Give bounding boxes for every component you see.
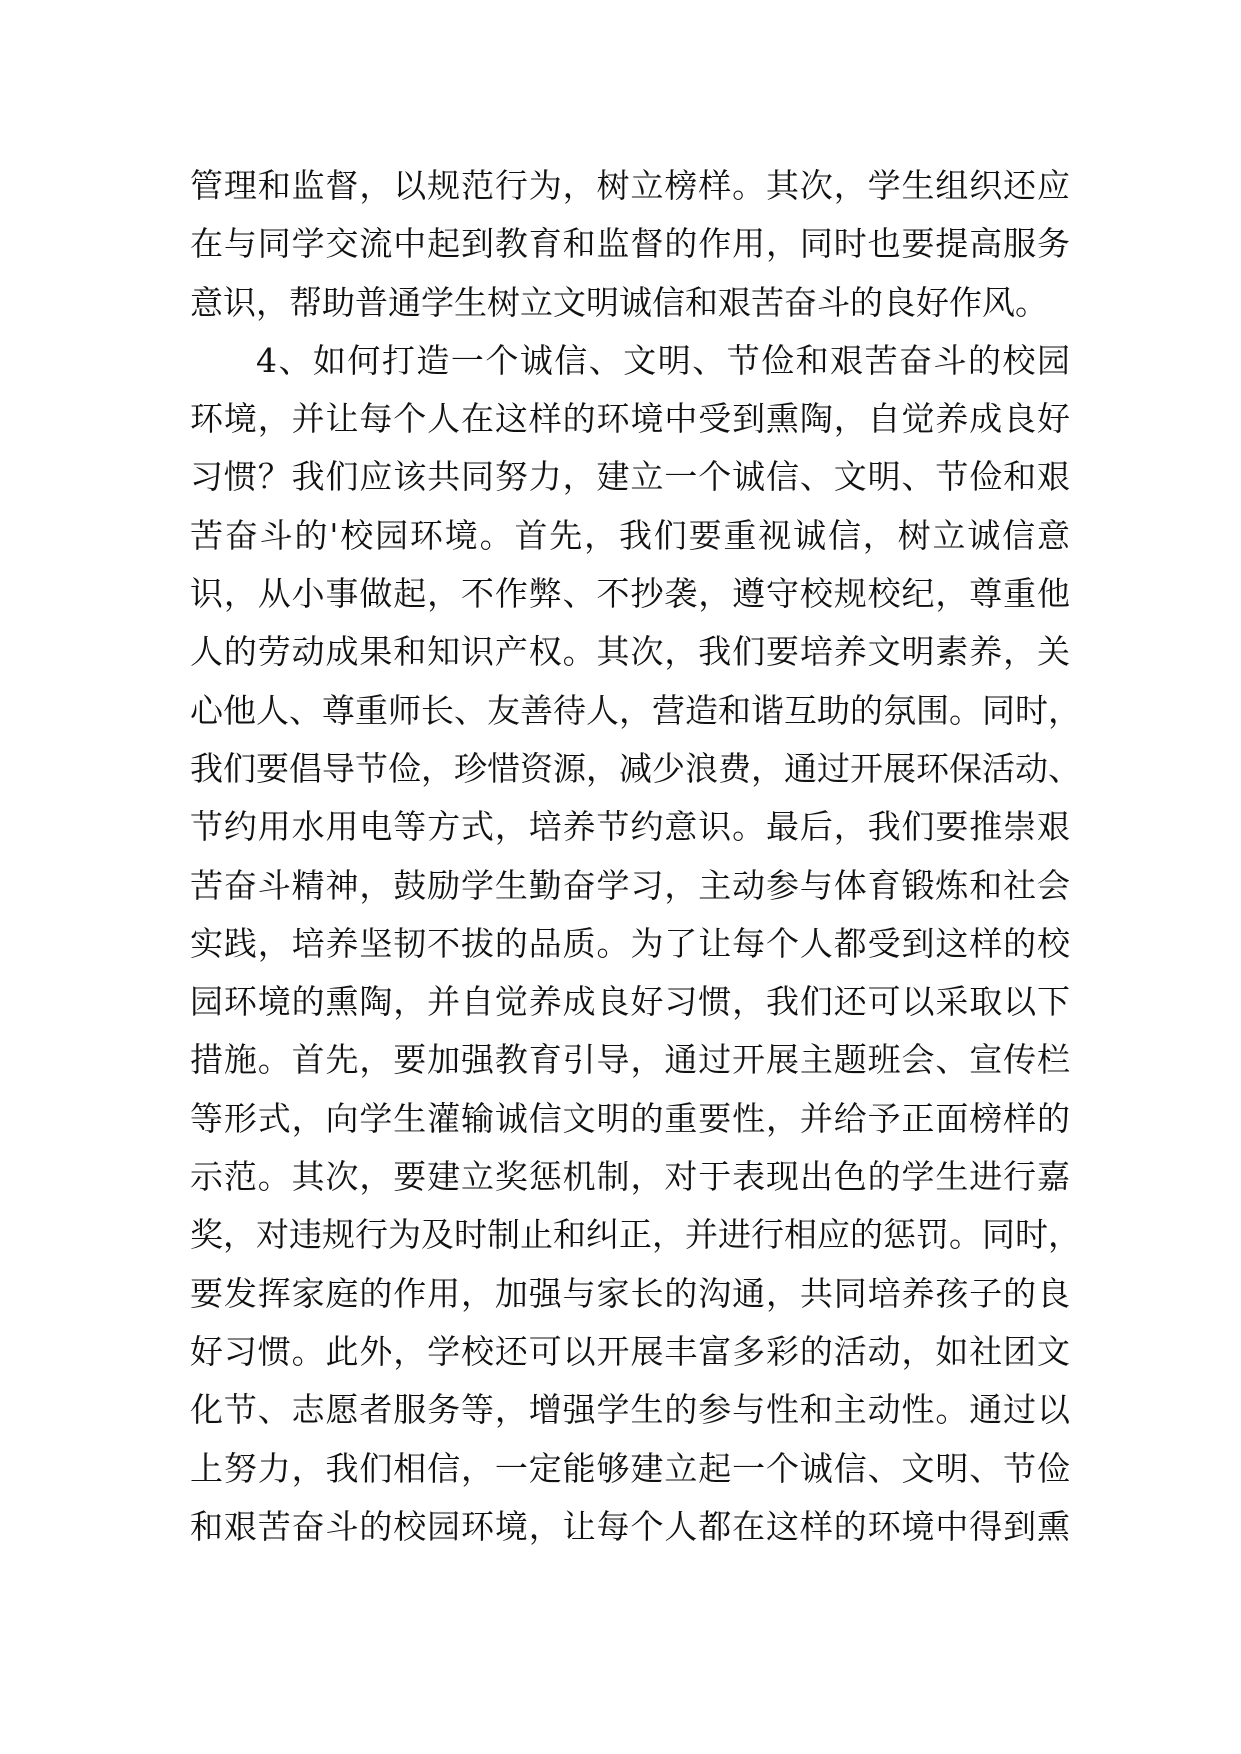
text-line: 管理和监督，以规范行为，树立榜样。其次，学生组织还应 [190, 166, 1070, 205]
text-line: 苦奋斗精神，鼓励学生勤奋学习，主动参与体育锻炼和社会 [190, 865, 1070, 905]
text-line: 上努力，我们相信，一定能够建立起一个诚信、文明、节俭 [190, 1448, 1070, 1488]
text-line: 我们要倡导节俭，珍惜资源，减少浪费，通过开展环保活动、 [190, 748, 1081, 788]
body-text [190, 157, 1081, 1556]
text-line: 和艰苦奋斗的校园环境，让每个人都在这样的环境中得到熏 [190, 1506, 1070, 1546]
text-line: 识，从小事做起，不作弊、不抄袭，遵守校规校纪，尊重他 [190, 574, 1070, 614]
text-line: 人的劳动成果和知识产权。其次，我们要培养文明素养，关 [190, 632, 1070, 672]
text-line: 苦奋斗的'校园环境。首先，我们要重视诚信，树立诚信意 [190, 515, 1070, 555]
text-line: 在与同学交流中起到教育和监督的作用，同时也要提高服务 [190, 224, 1070, 264]
text-line: 化节、志愿者服务等，增强学生的参与性和主动性。通过以 [190, 1390, 1070, 1430]
text-line: 措施。首先，要加强教育引导，通过开展主题班会、宣传栏 [190, 1040, 1070, 1080]
text-line: 示范。其次，要建立奖惩机制，对于表现出色的学生进行嘉 [190, 1157, 1070, 1197]
text-line: 节约用水用电等方式，培养节约意识。最后，我们要推崇艰 [190, 807, 1070, 847]
text-line: 心他人、尊重师长、友善待人，营造和谐互助的氛围。同时， [190, 690, 1081, 730]
text-line: 好习惯。此外，学校还可以开展丰富多彩的活动，如社团文 [190, 1331, 1070, 1371]
text-line: 意识，帮助普通学生树立文明诚信和艰苦奋斗的良好作风。 [190, 282, 1048, 322]
text-line: 园环境的熏陶，并自觉养成良好习惯，我们还可以采取以下 [190, 982, 1070, 1022]
text-line: 等形式，向学生灌输诚信文明的重要性，并给予正面榜样的 [190, 1098, 1070, 1138]
text-line: 实践，培养坚韧不拔的品质。为了让每个人都受到这样的校 [190, 923, 1070, 963]
text-line: 要发挥家庭的作用，加强与家长的沟通，共同培养孩子的良 [190, 1273, 1070, 1313]
text-line: 习惯？我们应该共同努力，建立一个诚信、文明、节俭和艰 [190, 457, 1070, 497]
text-line: 奖，对违规行为及时制止和纠正，并进行相应的惩罚。同时， [190, 1215, 1081, 1255]
text-line: 环境，并让每个人在这样的环境中受到熏陶，自觉养成良好 [190, 399, 1070, 439]
paragraph-start-line: 4、如何打造一个诚信、文明、节俭和艰苦奋斗的校园 [256, 340, 1070, 380]
